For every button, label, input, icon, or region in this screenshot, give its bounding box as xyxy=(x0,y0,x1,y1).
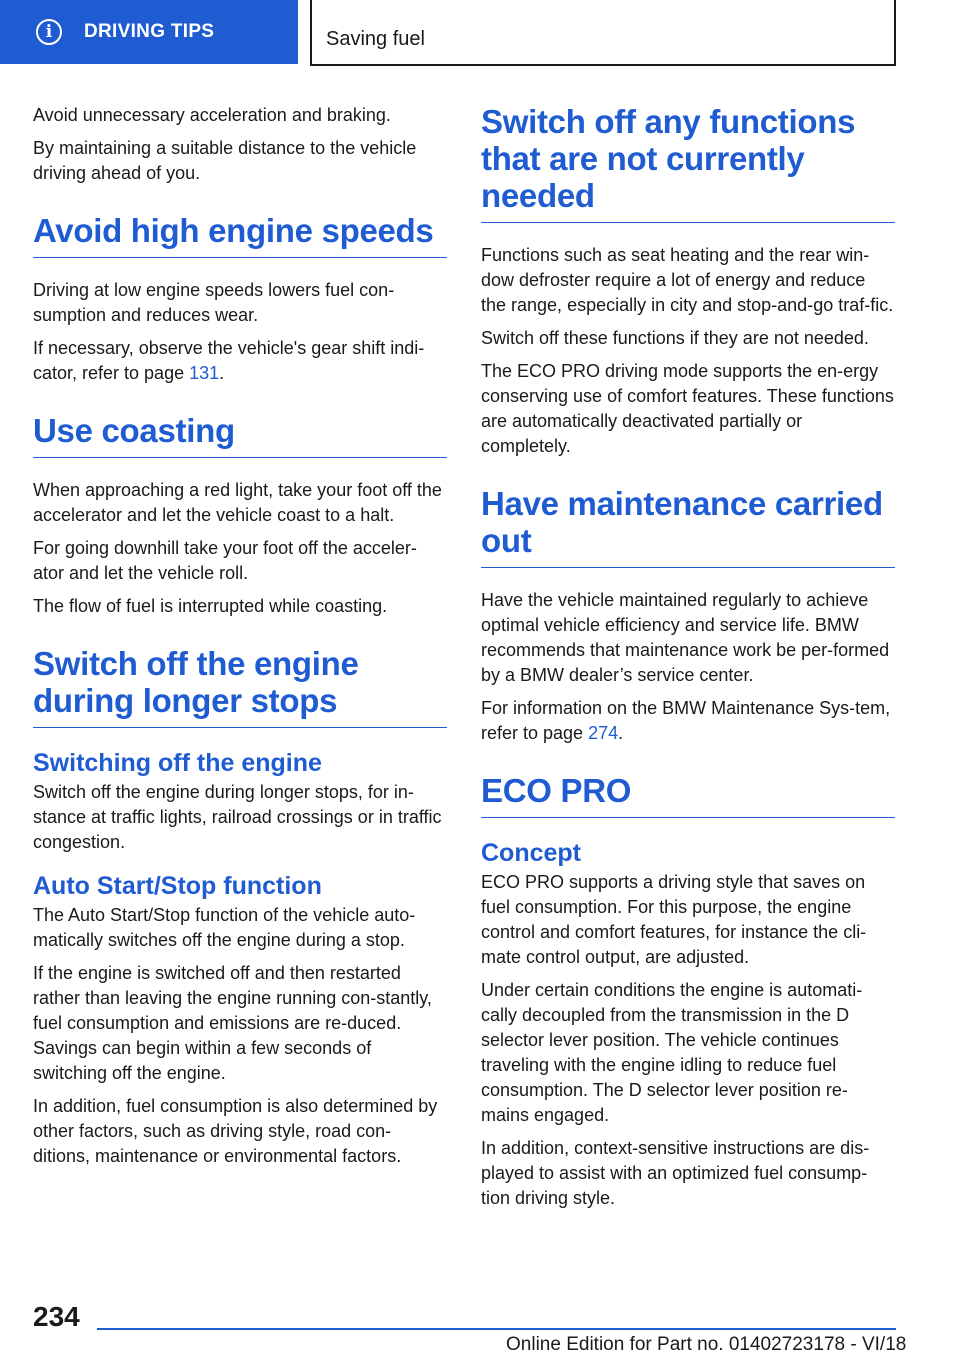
paragraph: ECO PRO supports a driving style that saves on fuel consumption. For this purpose, the engine control and comfort features, for instance the cli‐mate control output, are adjusted. xyxy=(481,872,867,967)
paragraph: Have the vehicle maintained regularly to achieve optimal vehicle efficiency and service life. BMW recommends that maintenance work be per‐formed by a BMW dealer’s service center. xyxy=(481,590,890,685)
paragraph: In addition, context-sensitive instructions are dis‐played to assist with an optimized fuel consump‐tion driving style. xyxy=(481,1138,870,1208)
paragraph: Functions such as seat heating and the rear win‐dow defroster require a lot of energy and reduce the range, especially in city and stop-and-go traf‐fic. xyxy=(481,245,894,315)
subheading-auto-start-stop: Auto Start/Stop function xyxy=(33,872,322,900)
info-icon: i xyxy=(36,19,62,45)
paragraph-text: . xyxy=(219,363,225,383)
heading-switch-off-functions: Switch off any functions that are not currently needed xyxy=(481,103,895,223)
paragraph-text: For information on the BMW Maintenance Sys‐tem, refer to page xyxy=(481,698,891,743)
header-right-border xyxy=(894,0,896,66)
header-divider xyxy=(310,0,312,66)
paragraph: By maintaining a suitable distance to the vehicle driving ahead of you. xyxy=(33,138,417,183)
paragraph-text: . xyxy=(618,723,624,743)
paragraph: Driving at low engine speeds lowers fuel con‐sumption and reduces wear. xyxy=(33,280,395,325)
page-link-131[interactable]: 131 xyxy=(189,363,220,383)
subheading-concept: Concept xyxy=(481,839,581,867)
heading-avoid-high-engine-speeds: Avoid high engine speeds xyxy=(33,212,447,258)
heading-eco-pro: ECO PRO xyxy=(481,772,895,818)
paragraph xyxy=(33,336,447,386)
edition-info: Online Edition for Part no. 01402723178 - VI/18 xyxy=(506,1334,907,1355)
page-number: 234 xyxy=(33,1301,80,1332)
page-link-274[interactable]: 274 xyxy=(588,723,619,743)
left-column xyxy=(33,103,447,1177)
paragraph: Switch off the engine during longer stops, for in‐stance at traffic lights, railroad crossings or in traffic congestion. xyxy=(33,782,442,852)
paragraph: When approaching a red light, take your foot off the accelerator and let the vehicle coast to a halt. xyxy=(33,480,442,525)
paragraph: The flow of fuel is interrupted while coasting. xyxy=(33,596,388,616)
paragraph: Avoid unnecessary acceleration and braking. xyxy=(33,105,391,125)
right-column xyxy=(481,103,895,1219)
footer-rule xyxy=(97,1328,896,1330)
paragraph: Switch off these functions if they are not needed. xyxy=(481,328,869,348)
paragraph-text: If necessary, observe the vehicle's gear shift indi‐cator, refer to page xyxy=(33,338,425,383)
subheading-switching-off: Switching off the engine xyxy=(33,749,322,777)
paragraph: For going downhill take your foot off the acceler‐ator and let the vehicle roll. xyxy=(33,538,417,583)
paragraph: In addition, fuel consumption is also determined by other factors, such as driving style, road con‐ditions, maintenance or environmental factors. xyxy=(33,1096,438,1166)
paragraph: Under certain conditions the engine is automati‐cally decoupled from the transmission in the D selector lever position. The vehicle continues traveling with the engine idling to reduce fuel consumption. The D selector lever position re‐mains engaged. xyxy=(481,980,863,1125)
page-title: Saving fuel xyxy=(326,28,425,50)
paragraph: The Auto Start/Stop function of the vehicle auto‐matically switches off the engine during a stop. xyxy=(33,905,416,950)
paragraph: The ECO PRO driving mode supports the en‐ergy conserving use of comfort features. These functions are automatically deactivated partially or completely. xyxy=(481,361,894,456)
heading-switch-off-engine: Switch off the engine during longer stops xyxy=(33,645,447,728)
heading-have-maintenance: Have maintenance carried out xyxy=(481,485,895,568)
section-tab[interactable] xyxy=(0,0,298,64)
paragraph: If the engine is switched off and then restarted rather than leaving the engine running con‐stantly, fuel consumption and emissions are re‐duced. Savings can begin within a few seconds of switching off the engine. xyxy=(33,963,432,1083)
header-rule xyxy=(310,64,896,66)
paragraph xyxy=(481,696,895,746)
heading-use-coasting: Use coasting xyxy=(33,412,447,458)
section-label: DRIVING TIPS xyxy=(84,21,215,42)
